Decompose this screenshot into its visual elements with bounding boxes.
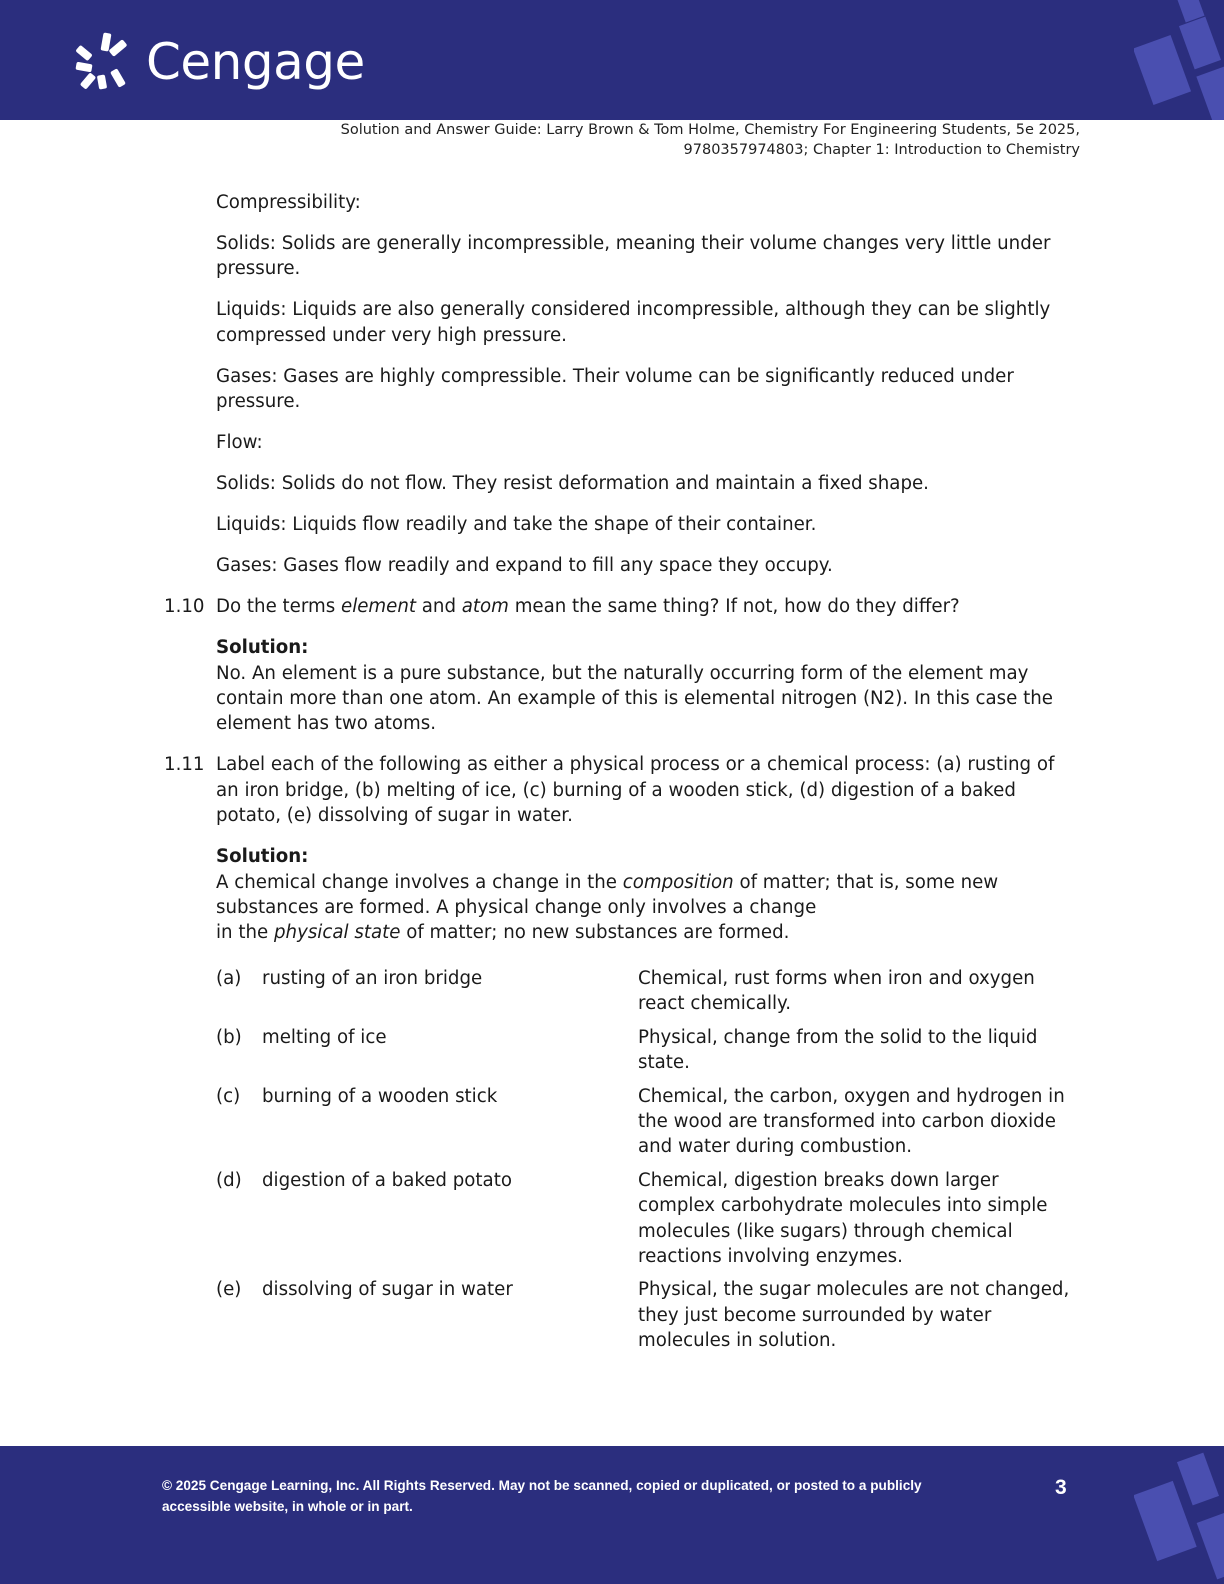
running-head-line: 9780357974803; Chapter 1: Introduction to Chemistry [683,142,1080,158]
row-answer: Chemical, rust forms when iron and oxygen react chemically. [638,967,1035,1015]
paragraph: Solids: Solids are generally incompressible, meaning their volume changes very little under pressure. [216,233,1051,280]
row-answer: Physical, the sugar molecules are not changed, they just become surrounded by water molecules in solution. [638,1279,1070,1352]
question-text-emphasis: element [341,596,416,618]
solution-1-11 [216,844,1074,946]
answer-row [216,1277,1074,1353]
corner-decoration-icon [1134,0,1224,120]
row-item: rusting of an iron bridge [262,967,483,989]
question-text [216,594,1074,619]
solution-1-10 [216,635,1074,737]
solution-text-part: of matter; no new substances are formed. [400,922,790,944]
paragraph: Gases: Gases flow readily and expand to fill any space they occupy. [216,555,833,577]
solution-text [216,870,1074,946]
row-item: burning of a wooden stick [262,1085,498,1107]
question-number: 1.11 [164,754,205,776]
answer-row [216,1084,1074,1160]
header-band [0,0,1224,120]
row-answer: Chemical, the carbon, oxygen and hydrogen in the wood are transformed into carbon dioxide and water during combustion. [638,1085,1065,1158]
question-text-part: and [416,596,462,618]
page-number: 3 [1055,1476,1067,1499]
solution-text: No. An element is a pure substance, but the naturally occurring form of the element may contain more than one atom. An example of this is elemental nitrogen (N2). In this case the element has two atoms. [216,662,1053,735]
copyright-line: accessible website, in whole or in part. [162,1499,413,1514]
footer-decoration-icon [1134,1446,1224,1584]
cengage-logo-icon [74,31,136,93]
row-answer: Chemical, digestion breaks down larger complex carbohydrate molecules into simple molecules (like sugars) through chemical reactions involving enzymes. [638,1169,1048,1267]
row-letter: (d) [216,1169,242,1191]
answer-table [216,966,1074,1354]
question-text: Label each of the following as either a physical process or a chemical process: (a) rusting of an iron bridge, (b) melting of ice, (c) burning of a wooden stick, (d) digestion of a baked potato, (e) dissolving of sugar in water. [216,754,1055,827]
row-letter: (e) [216,1279,242,1301]
paragraph: Compressibility: [216,192,361,213]
cengage-logo [74,30,365,94]
running-head-line: Solution and Answer Guide: Larry Brown & Tom Holme, Chemistry For Engineering Students, 5e 2025, [340,122,1080,138]
copyright-notice [162,1475,962,1517]
paragraph: Liquids: Liquids flow readily and take the shape of their container. [216,514,817,536]
copyright-line: © 2025 Cengage Learning, Inc. All Rights Reserved. May not be scanned, copied or duplicated, or posted to a publicly [162,1478,922,1493]
row-letter: (a) [216,967,242,989]
paragraph: Liquids: Liquids are also generally considered incompressible, although they can be slightly compressed under very high pressure. [216,299,1051,346]
answer-row [216,1025,1074,1076]
solution-text-emphasis: composition [622,871,734,893]
question-text-emphasis: atom [461,596,509,618]
row-letter: (c) [216,1085,241,1107]
solution-text-part: in the [216,922,274,944]
question-text-part: Do the terms [216,596,341,618]
row-answer: Physical, change from the solid to the liquid state. [638,1026,1038,1074]
question-number: 1.10 [164,596,205,618]
paragraph: Gases: Gases are highly compressible. Their volume can be significantly reduced under pressure. [216,365,1014,413]
running-head [180,120,1080,160]
question-1-10 [164,594,1074,619]
solution-label: Solution: [216,846,309,868]
solution-label: Solution: [216,637,309,659]
answer-row [216,1168,1074,1270]
question-text-part: mean the same thing? If not, how do they differ? [508,596,960,618]
paragraph: Solids: Solids do not flow. They resist deformation and maintain a fixed shape. [216,473,929,495]
brand-name: Cengage [146,33,365,91]
solution-text-emphasis: physical state [274,922,401,944]
solution-text-part: A chemical change involves a change in the [216,871,623,893]
row-item: digestion of a baked potato [262,1169,512,1191]
row-item: dissolving of sugar in water [262,1279,513,1301]
answer-row [216,966,1074,1017]
row-item: melting of ice [262,1026,387,1048]
main-content [164,190,1074,1362]
row-letter: (b) [216,1026,242,1048]
solution-text-part: of matter; that is, some new substances are formed. A physical change only involves a change [216,871,999,919]
paragraph: Flow: [216,432,263,454]
question-1-11 [164,752,1074,828]
